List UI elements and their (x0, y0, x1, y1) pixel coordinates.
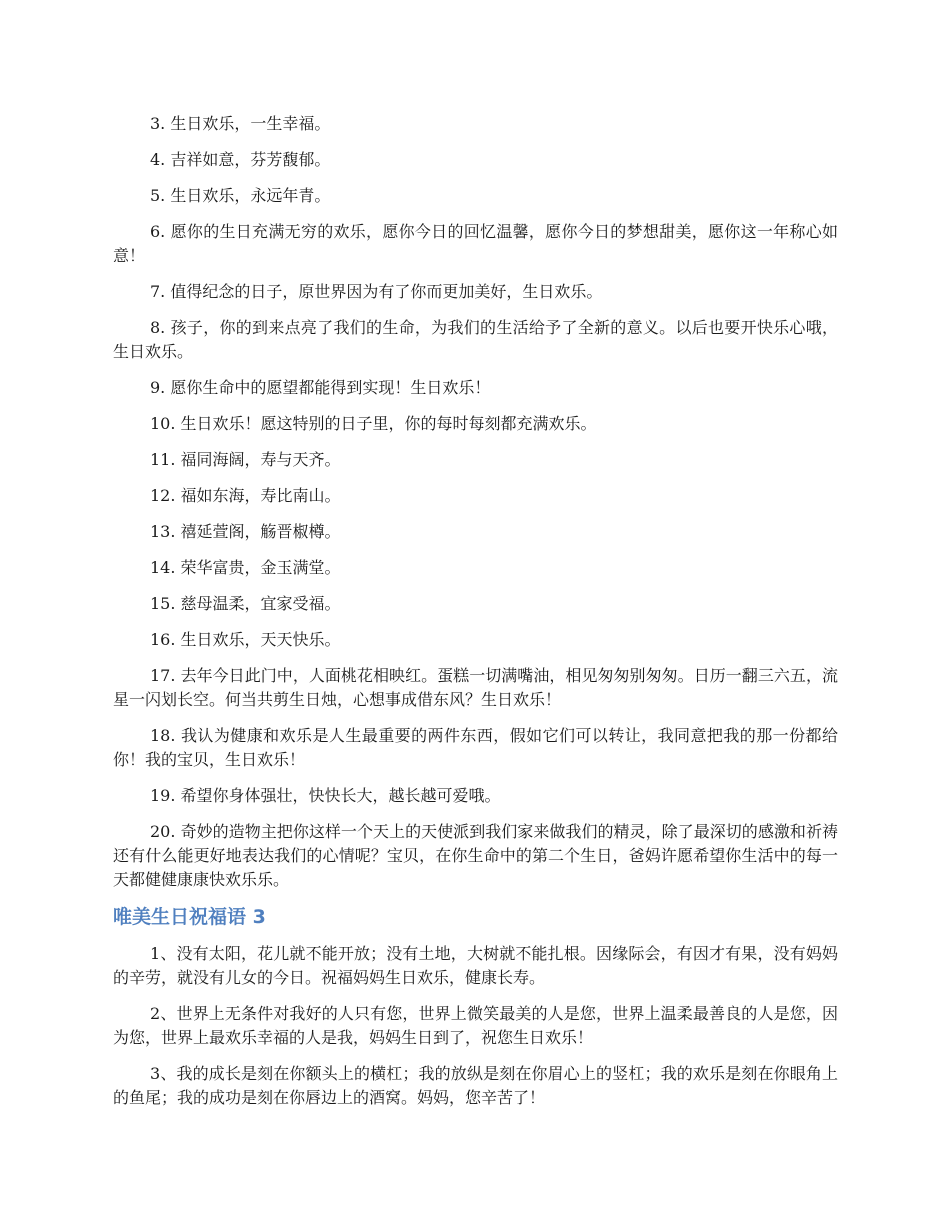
list-item: 16. 生日欢乐，天天快乐。 (150, 630, 341, 649)
list-item: 4. 吉祥如意，芬芳馥郁。 (150, 150, 331, 169)
list-item: 9. 愿你生命中的愿望都能得到实现！生日欢乐！ (150, 378, 491, 397)
list-item: 18. 我认为健康和欢乐是人生最重要的两件东西，假如它们可以转让，我同意把我的那一份都给你！我的宝贝，生日欢乐！ (113, 726, 838, 769)
list-item: 20. 奇妙的造物主把你这样一个天上的天使派到我们家来做我们的精灵，除了最深切的感激和祈祷还有什么能更好地表达我们的心情呢？宝贝，在你生命中的第二个生日，爸妈许愿希望你生活中的每一天都健健康康快欢乐乐。 (113, 822, 838, 889)
list-item: 3、我的成长是刻在你额头上的横杠；我的放纵是刻在你眉心上的竖杠；我的欢乐是刻在你眼角上的鱼尾；我的成功是刻在你唇边上的酒窝。妈妈，您辛苦了！ (113, 1064, 838, 1107)
document-page (113, 112, 838, 1122)
list-item: 11. 福同海阔，寿与天齐。 (150, 450, 341, 469)
greetings-list-2 (113, 942, 838, 1110)
list-item: 2、世界上无条件对我好的人只有您，世界上微笑最美的人是您，世界上温柔最善良的人是您，因为您，世界上最欢乐幸福的人是我，妈妈生日到了，祝您生日欢乐！ (113, 1004, 838, 1047)
list-item: 17. 去年今日此门中，人面桃花相映红。蛋糕一切满嘴油，相见匆匆别匆匆。日历一翻三六五，流星一闪划长空。何当共剪生日烛，心想事成借东风？生日欢乐！ (113, 666, 838, 709)
list-item: 5. 生日欢乐，永远年青。 (150, 186, 331, 205)
list-item: 8. 孩子，你的到来点亮了我们的生命，为我们的生活给予了全新的意义。以后也要开快乐心哦，生日欢乐。 (113, 318, 838, 361)
list-item: 14. 荣华富贵，金玉满堂。 (150, 558, 341, 577)
greetings-list-1 (113, 112, 838, 892)
list-item: 3. 生日欢乐，一生幸福。 (150, 114, 331, 133)
list-item: 1、没有太阳，花儿就不能开放；没有土地，大树就不能扎根。因缘际会，有因才有果，没有妈妈的辛劳，就没有儿女的今日。祝福妈妈生日欢乐，健康长寿。 (113, 944, 838, 987)
list-item: 12. 福如东海，寿比南山。 (150, 486, 341, 505)
list-item: 13. 禧延萱阁，觞晋椒樽。 (150, 522, 341, 541)
list-item: 19. 希望你身体强壮，快快长大，越长越可爱哦。 (150, 786, 501, 805)
section-heading: 唯美生日祝福语 3 (113, 906, 266, 928)
list-item: 10. 生日欢乐！愿这特别的日子里，你的每时每刻都充满欢乐。 (150, 414, 597, 433)
list-item: 7. 值得纪念的日子，原世界因为有了你而更加美好，生日欢乐。 (150, 282, 603, 301)
list-item: 15. 慈母温柔，宜家受福。 (150, 594, 341, 613)
list-item: 6. 愿你的生日充满无穷的欢乐，愿你今日的回忆温馨，愿你今日的梦想甜美，愿你这一年称心如意！ (113, 222, 838, 265)
